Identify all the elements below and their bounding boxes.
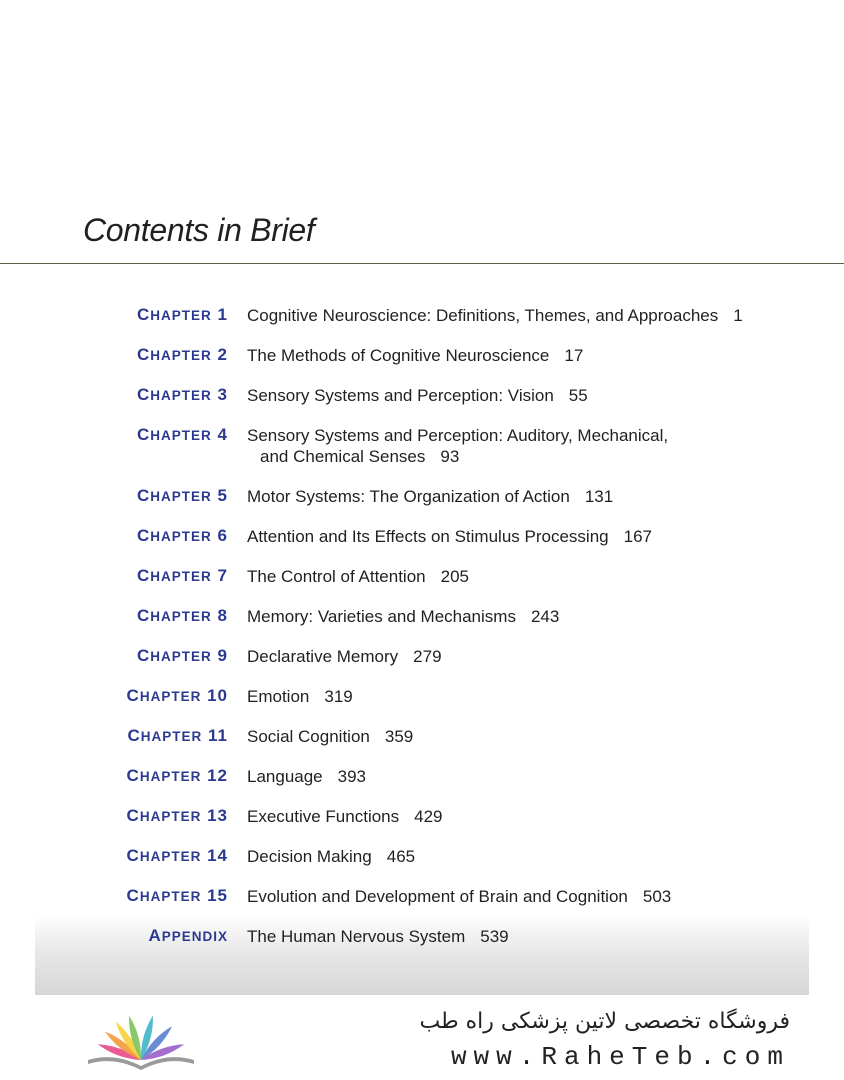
toc-entry-title[interactable]: Motor Systems: The Organization of Action 131 [247,487,614,506]
toc-entry-page: 319 [324,687,353,706]
toc-entry-title[interactable]: Sensory Systems and Perception: Auditory, Mechanical, and Chemical Senses 93 [247,426,669,466]
toc-entry-page: 131 [584,487,614,506]
toc-entry-page: 393 [337,767,367,786]
toc-entry-label: CHAPTER 7 [137,566,228,585]
toc-entry-title[interactable]: Decision Making 465 [247,847,416,866]
toc-entry-page: 93 [440,447,460,466]
page-title: Contents in Brief [83,212,315,248]
toc-entry-page: 539 [480,927,509,946]
toc-entry-title[interactable]: The Methods of Cognitive Neuroscience 17 [247,346,584,365]
site-url[interactable]: www.RaheTeb.com [450,1042,790,1072]
toc-entry-label: CHAPTER 3 [137,385,228,404]
toc-entry-title[interactable]: Sensory Systems and Perception: Vision 55 [247,386,588,405]
toc-entry-title[interactable]: Emotion 319 [247,687,353,706]
toc-entry-label: CHAPTER 12 [126,766,228,785]
shop-name: فروشگاه تخصصی لاتین پزشکی راه طب [419,1009,790,1034]
toc-entry-title[interactable]: Cognitive Neuroscience: Definitions, Themes, and Approaches 1 [247,306,743,325]
toc-entry-title[interactable]: Evolution and Development of Brain and Cognition 503 [247,887,672,906]
toc-entry-label: CHAPTER 5 [137,486,228,505]
toc-entry-label: CHAPTER 13 [126,806,228,825]
toc-entry-title[interactable]: Memory: Varieties and Mechanisms 243 [247,607,560,626]
toc-entry-label: CHAPTER 14 [126,846,228,865]
toc-entry-label: CHAPTER 8 [137,606,228,625]
toc-entry-title[interactable]: The Control of Attention 205 [247,567,469,586]
toc-entry-page: 1 [733,306,743,325]
toc-entry-label: CHAPTER 1 [137,305,228,324]
toc-entry-page: 205 [440,567,469,586]
toc-entry-label: CHAPTER 10 [126,686,228,705]
toc-entry-label: CHAPTER 4 [137,425,228,444]
toc-entry-label: CHAPTER 6 [137,526,228,545]
toc-entry-page: 167 [623,527,652,546]
toc-entry-label: CHAPTER 11 [127,726,228,745]
toc-entry-page: 429 [414,807,443,826]
toc-entry-page: 465 [386,847,416,866]
toc-entry-page: 55 [568,386,588,405]
toc-entry-title[interactable]: Social Cognition 359 [247,727,414,746]
toc-entry-label: APPENDIX [148,926,228,945]
toc-entry-title[interactable]: Language 393 [247,767,367,786]
toc-entry-page: 279 [413,647,442,666]
toc-entry-label: CHAPTER 2 [137,345,228,364]
toc-entry-page: 243 [530,607,560,626]
toc-entry-title[interactable]: The Human Nervous System 539 [247,927,509,946]
toc-entry-page: 503 [642,887,672,906]
toc-entry-page: 17 [564,346,584,365]
toc-entry-title[interactable]: Executive Functions 429 [247,807,443,826]
toc-entry-label: CHAPTER 15 [126,886,228,905]
title-rule [0,263,844,264]
toc-entry-label: CHAPTER 9 [137,646,228,665]
open-book-logo-icon [78,1008,204,1074]
toc-entry-page: 359 [384,727,414,746]
toc-entry-title[interactable]: Attention and Its Effects on Stimulus Processing 167 [247,527,652,546]
toc-entry-title[interactable]: Declarative Memory 279 [247,647,442,666]
